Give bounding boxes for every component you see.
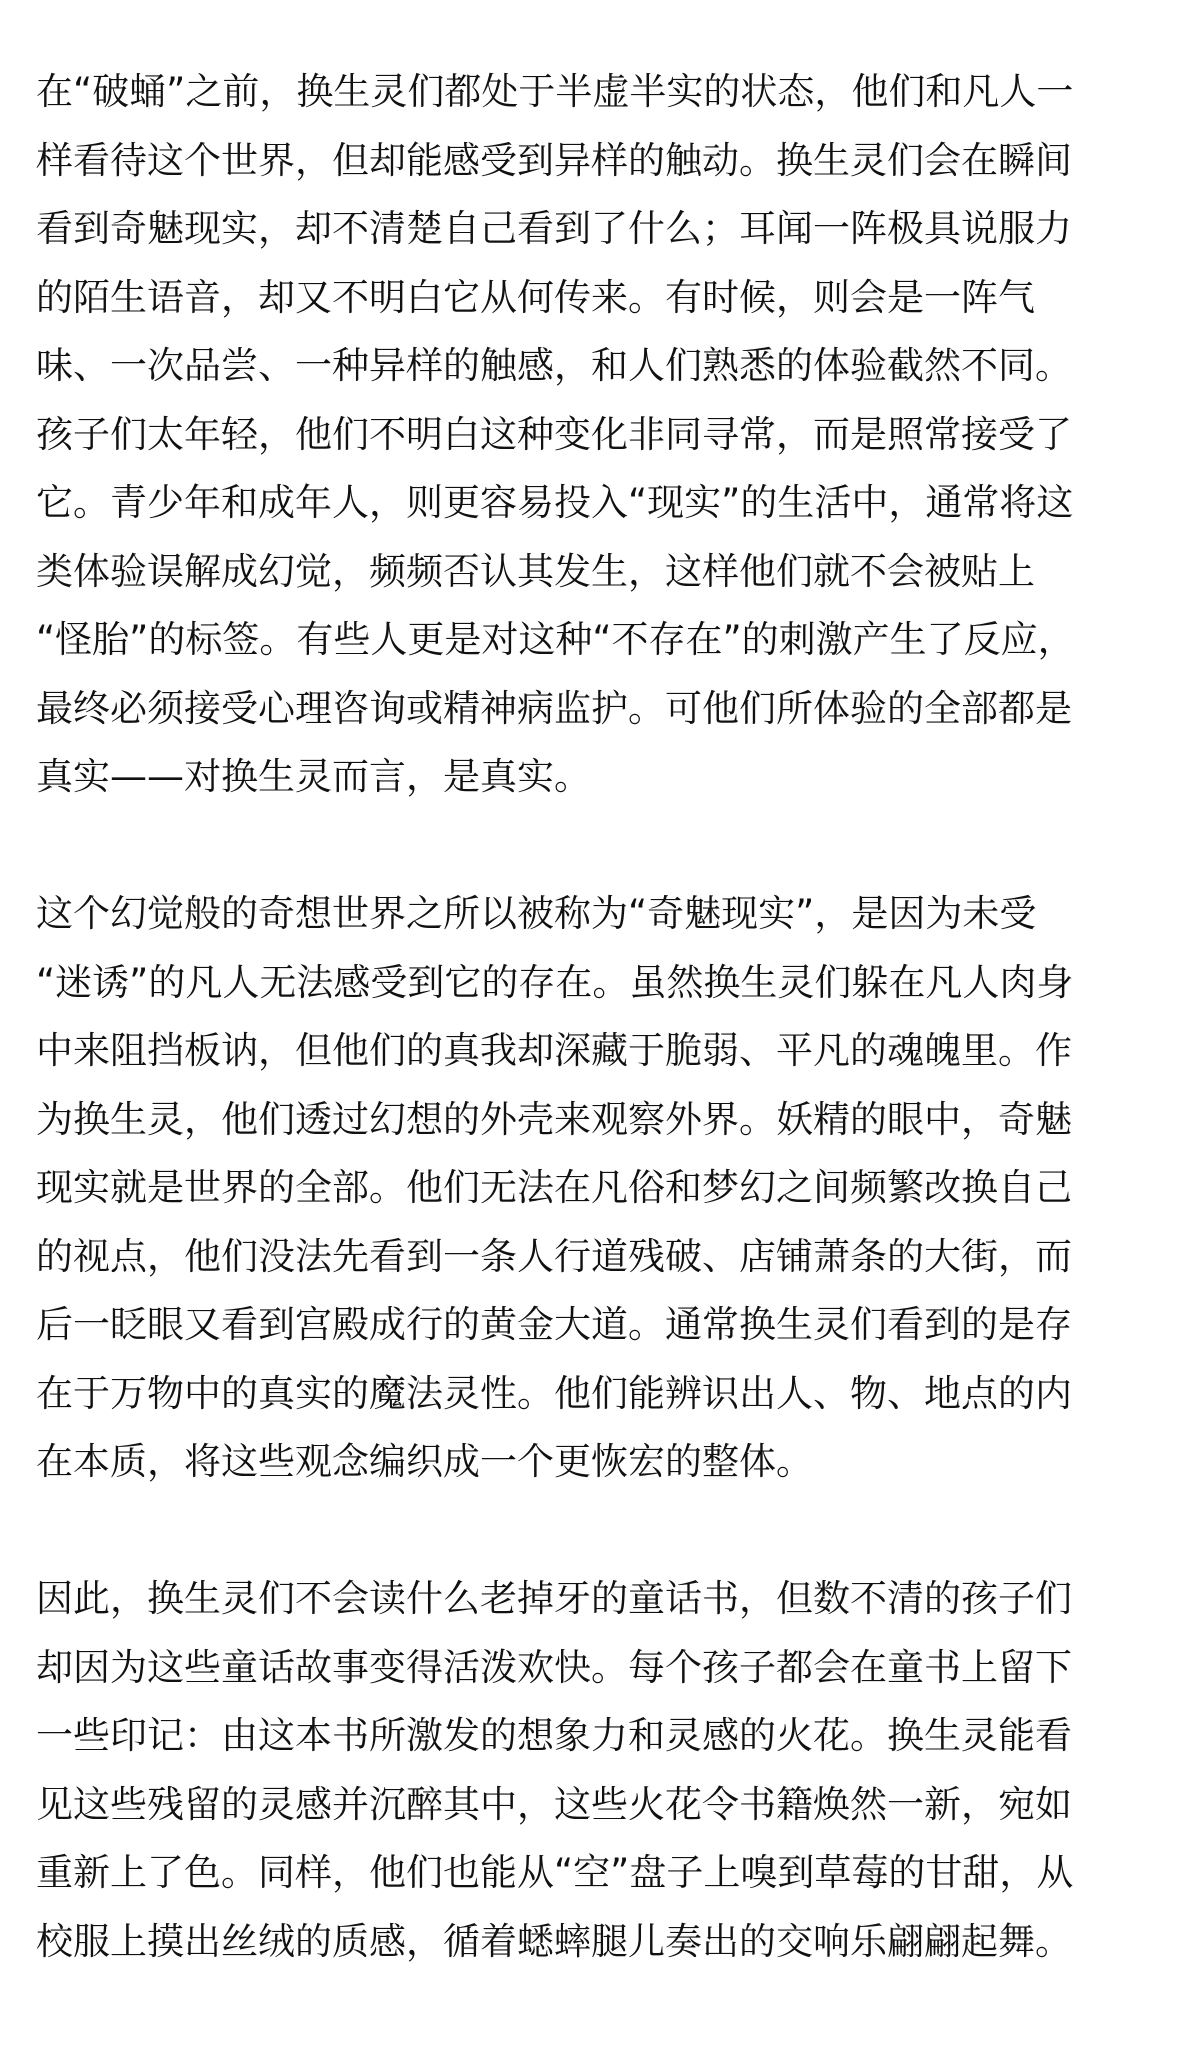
text-line: 最终必须接受心理咨询或精神病监护。可他们所体验的全部都是 [36, 686, 1072, 730]
text-line: 现实就是世界的全部。他们无法在凡俗和梦幻之间频繁改换自己 [36, 1166, 1072, 1209]
text-line: 类体验误解成幻觉，频频否认其发生，这样他们就不会被贴上 [36, 549, 1035, 593]
text-line: 孩子们太年轻，他们不明白这种变化非同寻常，而是照常接受了 [36, 412, 1072, 456]
text-line: 中来阻挡板讷，但他们的真我却深藏于脆弱、平凡的魂魄里。作 [36, 1029, 1072, 1072]
text-line: 它。青少年和成年人，则更容易投入“现实”的生活中，通常将这 [36, 481, 1074, 524]
text-line: 因此，换生灵们不会读什么老掉牙的童话书，但数不清的孩子们 [36, 1577, 1072, 1620]
text-line: 为换生灵，他们透过幻想的外壳来观察外界。妖精的眼中，奇魅 [36, 1097, 1072, 1141]
text-line: 的视点，他们没法先看到一条人行道残破、店铺萧条的大街，而 [36, 1234, 1072, 1278]
text-line: 重新上了色。同样，他们也能从“空”盘子上嗅到草莓的甘甜，从 [36, 1851, 1074, 1894]
text-line: 后一眨眼又看到宫殿成行的黄金大道。通常换生灵们看到的是存 [36, 1303, 1072, 1346]
text-line: “怪胎”的标签。有些人更是对这种“不存在”的刺激产生了反应， [36, 618, 1075, 661]
paragraph-3 [36, 1565, 1156, 1976]
text-line: 的陌生语音，却又不明白它从何传来。有时候，则会是一阵气 [36, 275, 1035, 319]
text-line: 在于万物中的真实的魔法灵性。他们能辨识出人、物、地点的内 [36, 1371, 1072, 1415]
text-line: 味、一次品尝、一种异样的触感，和人们熟悉的体验截然不同。 [36, 344, 1072, 387]
text-line: 这个幻觉般的奇想世界之所以被称为“奇魅现实”，是因为未受 [36, 892, 1037, 935]
text-line: 校服上摸出丝绒的质感，循着蟋蟀腿儿奏出的交响乐翩翩起舞。 [36, 1919, 1072, 1963]
paragraph-1 [36, 58, 1156, 812]
text-line: 在“破蛹”之前，换生灵们都处于半虚半实的状态，他们和凡人一 [36, 70, 1074, 113]
text-line: 真实——对换生灵而言，是真实。 [36, 755, 591, 798]
paragraph-2 [36, 880, 1156, 1497]
text-line: 看到奇魅现实，却不清楚自己看到了什么；耳闻一阵极具说服力 [36, 207, 1072, 250]
text-line: “迷诱”的凡人无法感受到它的存在。虽然换生灵们躲在凡人肉身 [36, 960, 1074, 1004]
text-line: 见这些残留的灵感并沉醉其中，这些火花令书籍焕然一新，宛如 [36, 1782, 1072, 1826]
text-line: 却因为这些童话故事变得活泼欢快。每个孩子都会在童书上留下 [36, 1645, 1072, 1689]
text-line: 一些印记：由这本书所激发的想象力和灵感的火花。换生灵能看 [36, 1714, 1072, 1757]
text-line: 样看待这个世界，但却能感受到异样的触动。换生灵们会在瞬间 [36, 138, 1072, 182]
text-line: 在本质，将这些观念编织成一个更恢宏的整体。 [36, 1440, 813, 1483]
